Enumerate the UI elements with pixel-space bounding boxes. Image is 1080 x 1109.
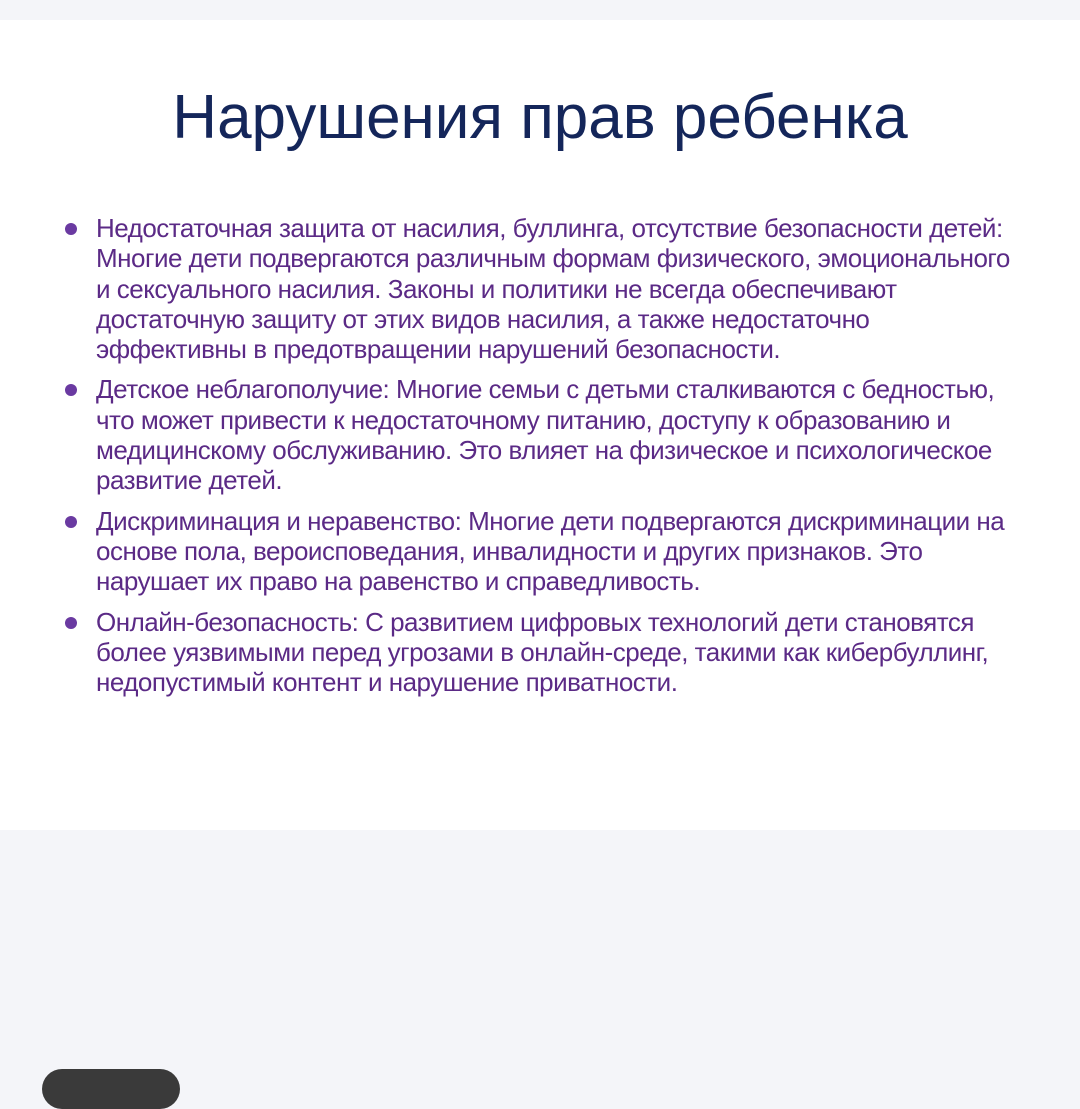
bullet-dot-icon [65,384,77,396]
bullet-item [65,213,1025,364]
bottom-pill-button[interactable] [42,1069,180,1109]
bullet-item [65,607,1025,698]
bullet-item [65,374,1025,495]
bullet-text: Детское неблагополучие: Многие семьи с детьми сталкиваются с бедностью, что может привести к недостаточному питанию, доступу к образованию и медицинскому обслуживанию. Это влияет на физическое и психологическое развитие детей. [96,374,995,496]
bullet-list [65,213,1025,707]
bullet-text: Дискриминация и неравенство: Многие дети подвергаются дискриминации на основе пола, вероисповедания, инвалидности и других признаков. Это нарушает их право на равенство и справедливость. [96,505,1005,597]
bullet-text: Недостаточная защита от насилия, буллинга, отсутствие безопасности детей: Многие дети подвергаются различным формам физического, эмоционального и сексуального насилия. Законы и политики не всегда обеспечивают достаточную защиту от этих видов насилия, а также недостаточно эффективны в предотвращении нарушений безопасности. [96,213,1010,365]
bullet-dot-icon [65,617,77,629]
slide-title: Нарушения прав ребенка [172,83,908,152]
bullet-item [65,506,1025,597]
bullet-text: Онлайн-безопасность: С развитием цифровых технологий дети становятся более уязвимыми перед угрозами в онлайн-среде, такими как кибербуллинг, недопустимый контент и нарушение приватности. [96,606,989,698]
slide [0,20,1080,830]
bullet-dot-icon [65,516,77,528]
bullet-dot-icon [65,223,77,235]
